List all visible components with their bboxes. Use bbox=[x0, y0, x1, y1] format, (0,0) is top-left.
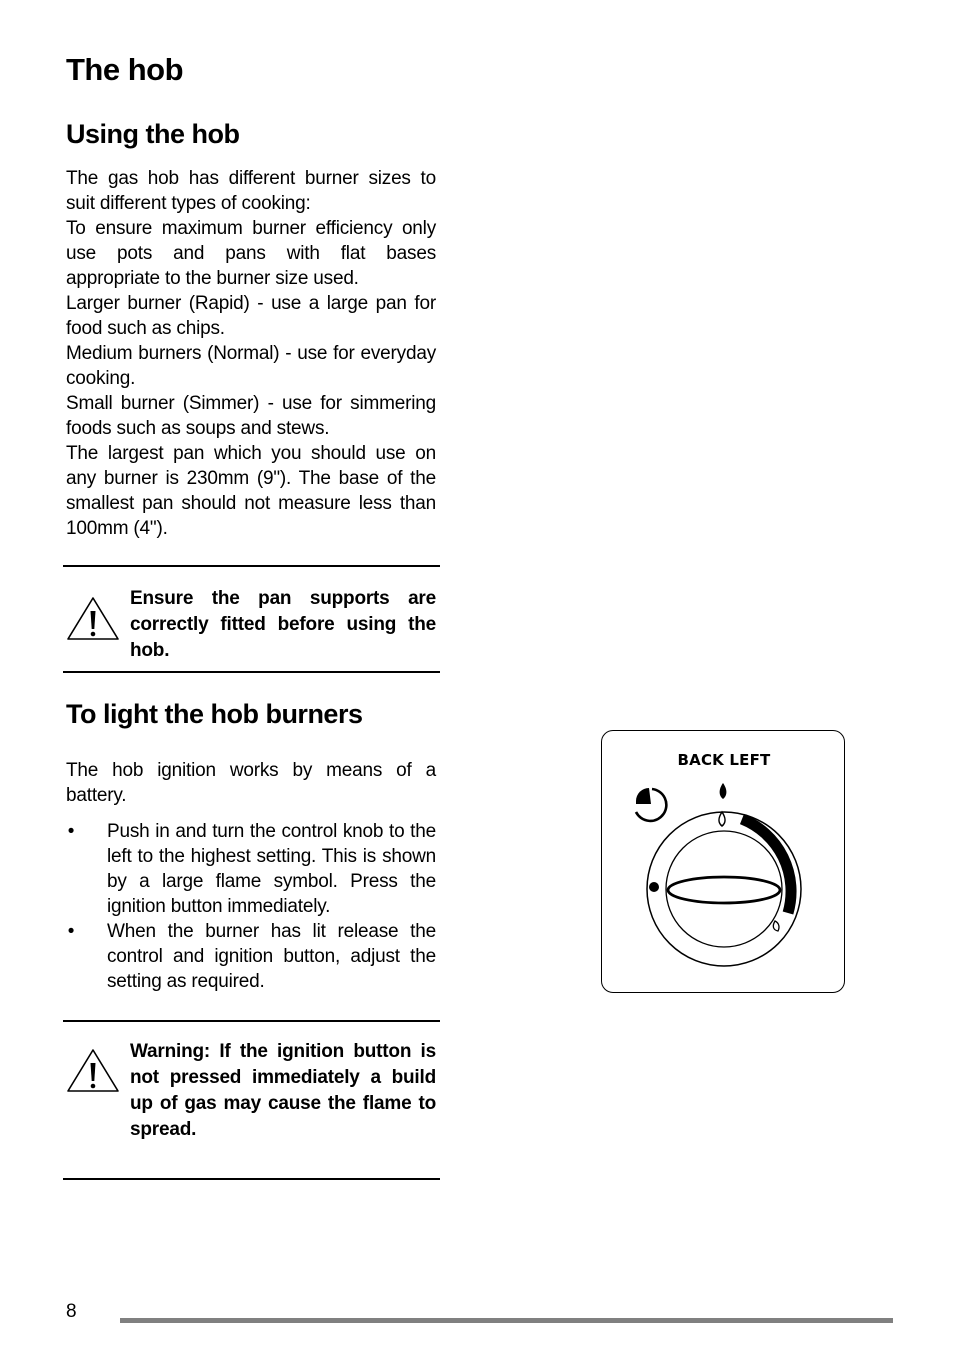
ignition-steps bbox=[66, 819, 436, 994]
small-flame-icon bbox=[773, 921, 779, 931]
paragraph: Medium burners (Normal) - use for everyday cooking. bbox=[66, 343, 436, 389]
using-the-hob-body bbox=[66, 166, 436, 541]
page-title: The hob bbox=[66, 52, 184, 87]
bullet-glyph: • bbox=[67, 921, 75, 942]
knob-face bbox=[666, 831, 782, 947]
paragraph: To ensure maximum burner efficiency only use pots and pans with flat bases appropriate to the burner size used. bbox=[66, 218, 436, 289]
paragraph: Small burner (Simmer) - use for simmering foods such as soups and stews. bbox=[66, 393, 436, 439]
list-item-text: When the burner has lit release the control and ignition button, adjust the setting as required. bbox=[107, 921, 436, 992]
divider bbox=[63, 565, 440, 567]
paragraph: The largest pan which you should use on any burner is 230mm (9"). The base of the smallest pan should not measure less than 100mm (4"). bbox=[66, 443, 436, 539]
bullet-glyph: • bbox=[67, 821, 75, 842]
footer-bar bbox=[120, 1318, 893, 1323]
paragraph: The gas hob has different burner sizes to suit different types of cooking: bbox=[66, 168, 436, 214]
ignition-intro: The hob ignition works by means of a battery. bbox=[66, 760, 436, 806]
knob-position-dot bbox=[649, 882, 659, 892]
large-flame-icon bbox=[720, 783, 727, 799]
section-heading-using-the-hob: Using the hob bbox=[66, 119, 240, 149]
small-flame-icon bbox=[719, 812, 725, 826]
ignition-warning: Warning: If the ignition button is not pressed immediately a build up of gas may cause the flame to spread. bbox=[130, 1041, 436, 1140]
warning-triangle-icon bbox=[66, 596, 120, 642]
list-item bbox=[66, 819, 436, 919]
pan-supports-warning: Ensure the pan supports are correctly fitted before using the hob. bbox=[130, 588, 436, 661]
control-knob-diagram bbox=[602, 731, 846, 994]
warning-triangle-icon bbox=[66, 1048, 120, 1094]
list-item bbox=[66, 919, 436, 994]
divider bbox=[63, 1178, 440, 1180]
off-position-icon bbox=[636, 788, 666, 821]
control-knob-figure bbox=[601, 730, 845, 993]
divider bbox=[63, 671, 440, 673]
page-number: 8 bbox=[66, 1301, 77, 1322]
list-item-text: Push in and turn the control knob to the left to the highest setting. This is shown by a large flame symbol. Press the ignition button immediately. bbox=[107, 821, 436, 917]
section-heading-light-burners: To light the hob burners bbox=[66, 699, 363, 729]
divider bbox=[63, 1020, 440, 1022]
knob-label: BACK LEFT bbox=[677, 751, 771, 769]
paragraph: Larger burner (Rapid) - use a large pan for food such as chips. bbox=[66, 293, 436, 339]
